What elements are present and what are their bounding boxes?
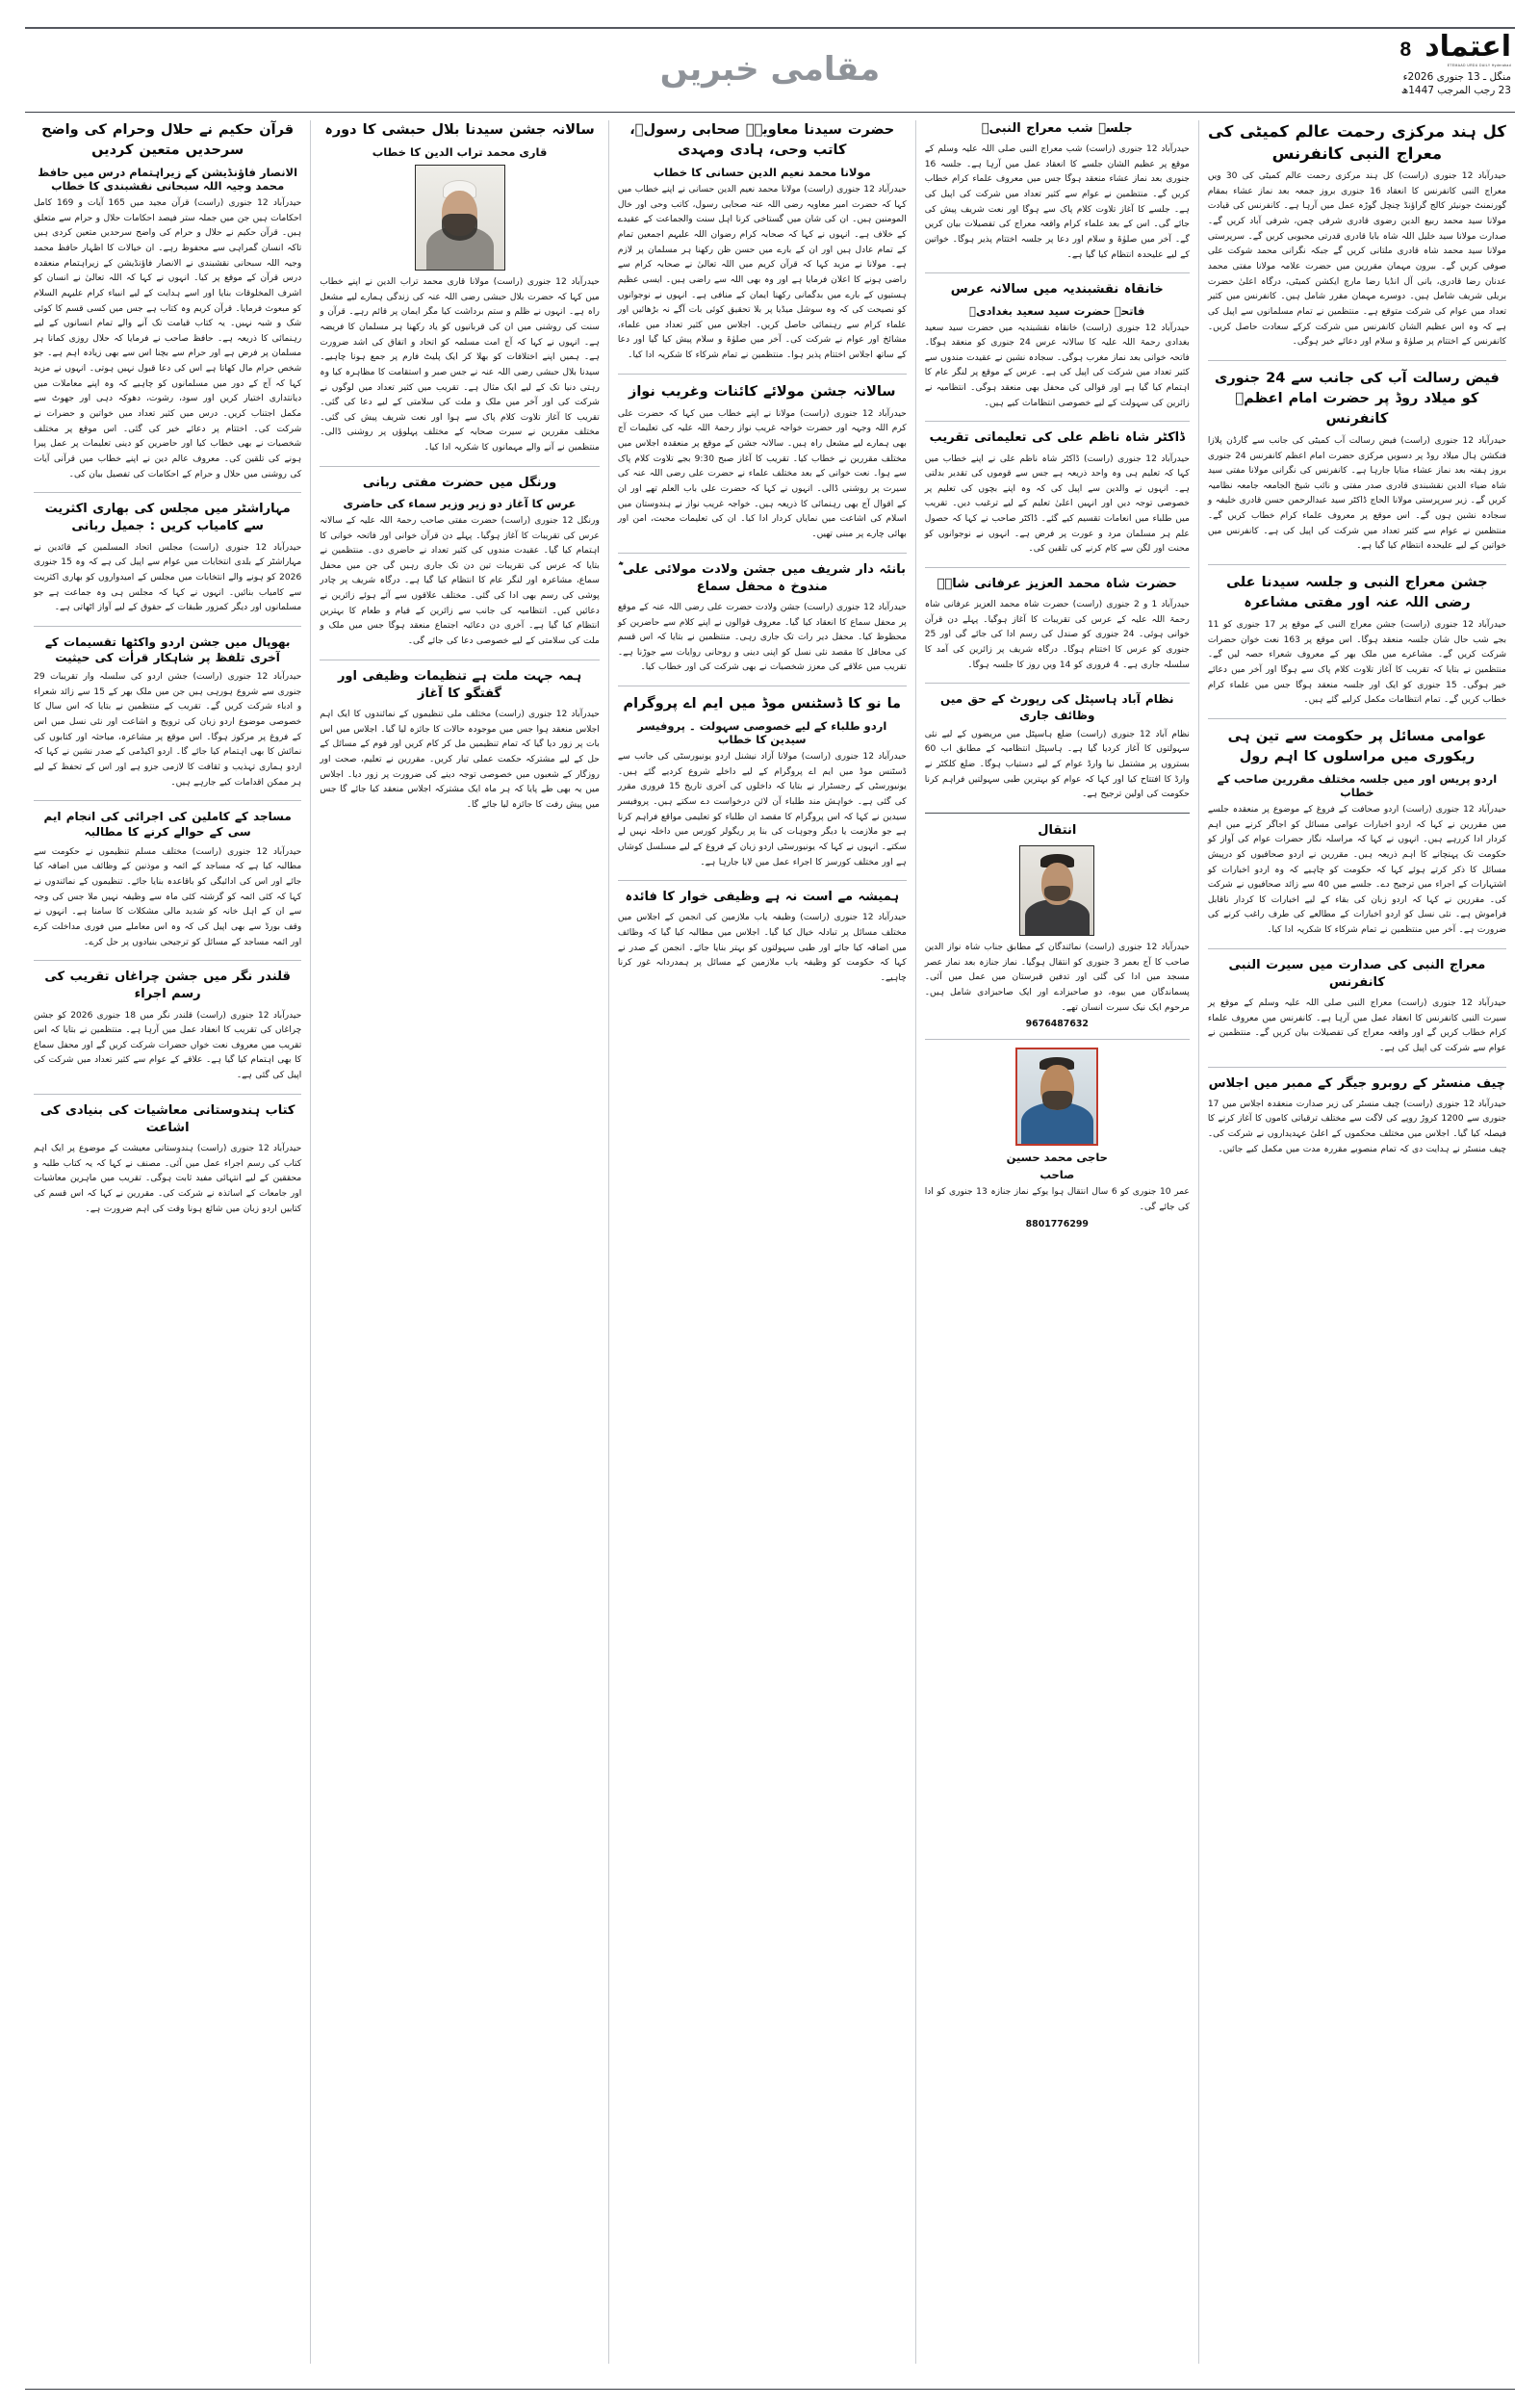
article-body: حیدرآباد 12 جنوری (راست) معراج النبی صلی اللہ علیہ وسلم کے موقع پر سیرت النبی کانفرنس کا انعقاد عمل میں آرہا ہے۔ کانفرنس میں معروف علماء کرام خطاب کریں گے اور واقعہ معراج کی تفصیلات بیان کریں گے۔ منتظمین نے عوام سے شرکت کی اپیل کی ہے۔ — [1207, 998, 1506, 1054]
article-c4-2 — [925, 281, 1190, 411]
headline: چیف منسٹر کے روبرو جیگر کے ممبر میں اجلاس — [1208, 1075, 1506, 1091]
article-c1-5 — [34, 969, 301, 1084]
subheadline: قاری محمد تراب الدین کا خطاب — [372, 145, 548, 160]
headline: کتاب ہندوستانی معاشیات کی بنیادی کی اشاعت — [39, 1102, 295, 1135]
article-body: حیدرآباد 12 جنوری (راست) ہندوستانی معیشت کے موضوع پر ایک اہم کتاب کی رسم اجراء عمل میں آئی۔ مصنف نے کہا کہ یہ کتاب طلبہ و محققین کے لیے انتہائی مفید ثابت ہوگی۔ تقریب میں ماہرین معاشیات اور جامعات کے اساتذہ نے شرکت کی۔ مقررین نے کہا کہ اس قسم کی کتابیں اردو زبان میں شائع ہونا وقت کی اہم ضرورت ہے۔ — [34, 1144, 302, 1214]
headline: نظام آباد ہاسپٹل کی رپورٹ کے حق میں وظائف جاری — [940, 692, 1174, 722]
divider — [618, 553, 907, 554]
article-c5-6 — [1208, 1075, 1506, 1158]
brand-row — [1399, 30, 1511, 64]
article-c1-3 — [34, 634, 301, 791]
date-gregorian: منگل ـ 13 جنوری 2026ء — [1402, 71, 1511, 83]
divider — [34, 800, 301, 801]
subheadline: مولانا محمد نعیم الدین حسانی کا خطاب — [653, 166, 871, 180]
headline: انتقال — [1038, 822, 1077, 838]
article-body: حیدرآباد 12 جنوری (راست) مجلس اتحاد المسلمین کے قائدین نے مہاراشٹر کے بلدی انتخابات میں عوام سے اپیل کی ہے کہ وہ 15 جنوری 2026 کو ہونے والے انتخابات میں مجلس کے امیدواروں کو بھاری اکثریت سے کامیاب بنائیں۔ انہوں نے کہا کہ مجلس ہی وہ جماعت ہے جو مسلمانوں اور دیگر کمزور طبقات کے حقوق کے لیے آواز اٹھاتی ہے۔ — [34, 542, 302, 613]
article-c1-2 — [34, 501, 301, 616]
article-c1-6 — [34, 1102, 301, 1218]
article-c3-4 — [618, 694, 907, 870]
article-c5-4 — [1208, 727, 1506, 939]
article-c4-3 — [925, 429, 1190, 557]
headline: ما نو کا ڈسٹنس موڈ میں ایم اے پروگرام — [623, 696, 902, 712]
headline: جشن معراج النبی و جلسہ سیدنا علی رضی اللہ عنہ اور مفتی مشاعرہ — [1226, 575, 1488, 611]
headline: سالانہ جشن مولائے کائنات وغریب نواز — [628, 383, 896, 400]
article-c5-2 — [1208, 369, 1506, 555]
article-body: حیدرآباد 12 جنوری (راست) مولانا نے اپنے خطاب میں کہا کہ حضرت علی کرم اللہ وجہہ اور حضرت خواجہ غریب نواز رحمۃ اللہ علیہ کی تعلیمات آج بھی ہمارے لیے مشعل راہ ہیں۔ سالانہ جشن کے موقع پر منعقدہ اجلاس میں مختلف مقررین نے خطاب کیا۔ تقریب کا آغاز صبح 9:30 بجے تلاوت کلام پاک سے ہوا۔ نعت خوانی کے بعد مختلف علماء نے حضرت علی رضی اللہ عنہ کی سیرت پر روشنی ڈالی۔ انہوں نے کہا کہ حضرت علی باب العلم تھے اور ان کے اقوال آج بھی رہنمائی کا ذریعہ ہیں۔ خواجہ غریب نواز نے ہندوستان میں اسلام کی اشاعت میں نمایاں کردار ادا کیا۔ ان کی تعلیمات محبت، امن اور بھائی چارے پر مبنی تھیں۔ — [617, 408, 907, 539]
page-bottom-rule — [25, 2389, 1515, 2390]
masthead-identity — [1399, 30, 1515, 96]
divider — [34, 1094, 301, 1095]
article-body: حیدرآباد 1 و 2 جنوری (راست) حضرت شاہ محمد العزیز عرفانی شاہ رحمۃ اللہ علیہ کے عرس کی تقریبات کا آغاز ہوگیا۔ پہلے دن قرآن خوانی ہوئی۔ 24 جنوری کو صندل کی رسم ادا کی جائے گی اور 25 جنوری کو عرس کا اختتام ہوگا۔ درگاہ شریف پر زائرین کی آمد کا سلسلہ جاری ہے۔ 4 فروری کو 14 ویں روز کا جلسہ ہوگا۔ — [924, 600, 1190, 670]
article-body: حیدرآباد 12 جنوری (راست) چیف منسٹر کی زیر صدارت منعقدہ اجلاس میں 17 جنوری سے 1200 کروڑ روپے کی لاگت سے مختلف ترقیاتی کاموں کا آغاز کرنے کا فیصلہ کیا گیا۔ اجلاس میں مختلف محکموں کے اعلیٰ عہدیداروں نے شرکت کی۔ چیف منسٹر نے ہدایت دی کہ تمام منصوبے مقررہ مدت میں مکمل کیے جائیں۔ — [1207, 1099, 1506, 1154]
headline: خانقاہ نقشبندیہ میں سالانہ عرس — [950, 282, 1164, 298]
headline: عوامی مسائل پر حکومت سے تین ہی ریکوری میں مراسلوں کا اہم رول — [1227, 728, 1487, 764]
column-1 — [25, 120, 311, 2364]
page-number: 8 — [1399, 39, 1412, 61]
divider — [925, 813, 1190, 814]
masthead-rule — [25, 112, 1515, 113]
section-title: مقامی خبریں — [659, 50, 881, 89]
headline: ورنگل میں حضرت مفتی ربانی — [362, 475, 557, 490]
column-3 — [609, 120, 916, 2364]
photo-torso — [1025, 899, 1090, 935]
divider — [925, 567, 1190, 568]
photo-beard — [1042, 1091, 1072, 1110]
subheadline: اردو طلباء کے لیے خصوصی سہولت ۔ پروفیسر سیدین کا خطاب — [637, 719, 887, 747]
column-5 — [1199, 120, 1515, 2364]
divider — [34, 492, 301, 493]
headline: مہاراشٹر میں مجلس کی بھاری اکثریت سے کامیاب کریں : جمیل ربانی — [44, 502, 291, 534]
headline: جلسہ شب معراج النبیؐ — [981, 121, 1133, 136]
article-body: حیدرآباد 12 جنوری (راست) مختلف ملی تنظیموں کے نمائندوں کا ایک اہم اجلاس منعقد ہوا جس میں موجودہ حالات کا جائزہ لیا گیا۔ اجلاس میں اس بات پر زور دیا گیا کہ تمام تنظیمیں مل کر کام کریں اور قوم کے مسائل کے حل کے لیے مشترکہ حکمت عملی تیار کریں۔ مقررین نے تعلیم، صحت اور روزگار کے شعبوں میں خصوصی توجہ دینے کی ضرورت پر زور دیا۔ اجلاس میں یہ بھی طے پایا کہ ہر ماہ ایک مشترکہ اجلاس منعقد کیا جائے گا جس میں پیش رفت کا جائزہ لیا جائے گا۔ — [320, 710, 600, 810]
article-body: ورنگل 12 جنوری (راست) حضرت مفتی صاحب رحمۃ اللہ علیہ کے سالانہ عرس کی تقریبات کا آغاز ہوگیا۔ پہلے دن قرآن خوانی اور فاتحہ خوانی کا اہتمام کیا گیا۔ عقیدت مندوں کی کثیر تعداد نے حاضری دی۔ منتظمین نے بتایا کہ عرس کی تقریبات تین دن تک جاری رہیں گی جن میں محفل سماع، مشاعرہ اور لنگر عام کا انتظام کیا گیا ہے۔ درگاہ شریف پر چادر پوشی کی رسم بھی ادا کی گئی۔ مختلف علاقوں سے آئے ہوئے زائرین نے دعائیں کیں۔ انتظامیہ کی جانب سے زائرین کے قیام و طعام کا بہترین انتظام کیا گیا ہے۔ آخری دن دعائیہ اجتماع منعقد ہوگا جس میں ملک و ملت کی سلامتی کے لیے خصوصی دعا کی جائے گی۔ — [320, 515, 600, 647]
obituary-portrait-photo-2 — [1015, 1048, 1098, 1146]
subheadline: فاتحہ حضرت سید سعید بغدادیؒ — [969, 303, 1145, 318]
article-body: حیدرآباد 12 جنوری (راست) مولانا محمد نعیم الدین حسانی نے اپنے خطاب میں کہا کہ حضرت امیر معاویہ رضی اللہ عنہ صحابی رسول، کاتب وحی اور خال المومنین ہیں۔ ان کی شان میں گستاخی کرنا اہل سنت والجماعت کے عقیدے کے خلاف ہے۔ انہوں نے کہا کہ صحابہ کرام رضوان اللہ علیہم اجمعین تمام کے تمام عادل ہیں اور ان کے بارے میں حسن ظن رکھنا ہر مسلمان پر لازم ہے۔ مولانا نے مزید کہا کہ قرآن کریم میں اللہ تعالیٰ نے صحابہ کرام سے راضی ہونے کا اعلان فرمایا ہے اور وہ بھی اللہ سے راضی ہیں۔ ایسی عظیم ہستیوں کے بارے میں بدگمانی رکھنا ایمان کے منافی ہے۔ انہوں نے نوجوانوں کو نصیحت کی کہ وہ سوشل میڈیا پر بلا تحقیق کوئی بات آگے نہ بڑھائیں اور علماء کرام سے رہنمائی حاصل کریں۔ اجلاس میں کثیر تعداد میں علماء، مشائخ اور عوام نے شرکت کی۔ آخر میں صلوٰۃ و سلام پیش کیا گیا اور دعا کے ساتھ اجلاس اختتام پذیر ہوا۔ منتظمین نے تمام شرکاء کا شکریہ ادا کیا۔ — [617, 185, 907, 361]
brand-subtitle: ETEMAAD URDU DAILY Hyderabad — [1447, 64, 1511, 67]
article-body: حیدرآباد 12 جنوری (راست) جشن معراج النبی کے موقع پر 17 جنوری کو 11 بجے شب حال شان جلسہ منعقد ہوگا۔ اس موقع پر 163 نعت خوان حضرات شرکت کریں گے۔ مشاعرے میں ملک بھر کے معروف شعراء حصہ لیں گے۔ منتظمین نے بتایا کہ تقریب کا آغاز تلاوت کلام پاک سے ہوگا اور آخر میں دعائے خیر ہوگی۔ 15 جنوری کو ایک اور جلسہ منعقد ہوگا جس میں علماء کرام خطاب کریں گے۔ تمام انتظامات مکمل کرلیے گئے ہیں۔ — [1207, 620, 1506, 706]
article-body: حیدرآباد 12 جنوری (راست) شب معراج النبی صلی اللہ علیہ وسلم کے موقع پر عظیم الشان جلسے کا انعقاد عمل میں آرہا ہے۔ جلسہ 16 جنوری بعد نماز عشاء منعقد ہوگا جس میں معروف علماء کرام خطاب کریں گے۔ منتظمین نے عوام سے کثیر تعداد میں شرکت کی اپیل کی ہے۔ جلسے کا آغاز تلاوت کلام پاک سے ہوگا اور نعت شریف پیش کی جائے گی۔ اس کے بعد علماء کرام واقعہ معراج کی تفصیلات بیان کریں گے۔ آخر میں صلوٰۃ و سلام اور دعا پر جلسہ اختتام پذیر ہوگا۔ خواتین کے لیے علیحدہ انتظام کیا گیا ہے۔ — [924, 144, 1190, 260]
article-c3-3 — [618, 561, 907, 677]
article-c3-5 — [618, 889, 907, 986]
subheadline: عرس کا آغاز دو زیر وزیر سماء کی حاضری — [343, 496, 577, 510]
headline: حضرت سیدنا معاویہؓ صحابی رسولؐ، کاتب وحی، ہادی ومہدی — [629, 122, 895, 159]
article-body: حیدرآباد 12 جنوری (راست) قلندر نگر میں 18 جنوری 2026 کو جشن چراغاں کی تقریب کا انعقاد عمل میں آرہا ہے۔ منتظمین نے بتایا کہ اس تقریب میں معروف نعت خواں حضرات شرکت کریں گے اور محفل سماع کا بھی اہتمام کیا گیا ہے۔ علاقے کے عوام سے کثیر تعداد میں شرکت کی اپیل کی گئی ہے۔ — [34, 1010, 302, 1081]
article-c1-1 — [34, 120, 301, 482]
contact-number: 9676487632 — [1025, 1019, 1089, 1030]
article-body: حیدرآباد 12 جنوری (راست) خانقاہ نقشبندیہ میں حضرت سید سعید بغدادی رحمۃ اللہ علیہ کا سالانہ عرس 24 جنوری کو منعقد ہوگا۔ فاتحہ خوانی بعد نماز مغرب ہوگی۔ سجادہ نشین نے عقیدت مندوں سے کثیر تعداد میں شرکت کی اپیل کی ہے۔ عرس کے موقع پر لنگر عام کا اہتمام کیا گیا ہے اور قوالی کی محفل بھی منعقد ہوگی۔ انتظامیہ نے زائرین کی سہولت کے لیے خصوصی انتظامات کیے ہیں۔ — [924, 323, 1190, 408]
article-body: حیدرآباد 12 جنوری (راست) مولانا قاری محمد تراب الدین نے اپنے خطاب میں کہا کہ حضرت بلال حبشی رضی اللہ عنہ کی زندگی ہمارے لیے مشعل راہ ہے۔ انہوں نے ظلم و ستم برداشت کیا مگر ایمان پر قائم رہے۔ قرآن و سنت کی روشنی میں ان کی قربانیوں کو یاد رکھنا ہر مسلمان کا فریضہ ہے۔ انہوں نے کہا کہ آج امت مسلمہ کو اتحاد و اتفاق کی اشد ضرورت ہے۔ ہمیں اپنے اختلافات کو بھلا کر ایک پلیٹ فارم پر جمع ہونا چاہیے۔ سیدنا بلال حبشی رضی اللہ عنہ نے جس صبر و استقامت کا مظاہرہ کیا وہ رہتی دنیا تک کے لیے ایک مثال ہے۔ تقریب میں کثیر تعداد میں لوگوں نے شرکت کی اور آخر میں ملک و ملت کی سلامتی کے لیے دعا کی گئی۔ تقریب کا آغاز تلاوت کلام پاک سے ہوا اور نعت شریف پیش کی گئی۔ مختلف مقررین نے سیرت صحابہ کے مختلف پہلوؤں پر روشنی ڈالی۔ منتظمین نے آنے والے مہمانوں کا شکریہ ادا کیا۔ — [320, 277, 600, 453]
article-c4-5 — [925, 691, 1190, 803]
contact-number: 8801776299 — [1025, 1218, 1089, 1229]
article-c5-5 — [1208, 957, 1506, 1057]
headline: قلندر نگر میں جشن چراغاں تقریب کی رسم اجراء — [44, 970, 291, 1002]
divider — [1208, 718, 1506, 719]
obituary-name-line-2: صاحب — [1040, 1168, 1075, 1182]
divider — [34, 626, 301, 627]
divider — [618, 880, 907, 881]
divider — [1208, 360, 1506, 361]
headline: ڈاکٹر شاہ ناظم علی کی تعلیماتی تقریب — [929, 430, 1185, 446]
column-2 — [311, 120, 609, 2364]
article-body: حیدرآباد 12 جنوری (راست) وظیفہ یاب ملازمین کی انجمن کے اجلاس میں مختلف مسائل پر تبادلہ خیال کیا گیا۔ اجلاس میں مطالبہ کیا گیا کہ وظائف میں اضافہ کیا جائے اور طبی سہولتوں کو بہتر بنایا جائے۔ انجمن کے صدر نے کہا کہ حکومت کو وظیفہ یاب ملازمین کے مسائل پر ہمدردانہ غور کرنا چاہیے۔ — [617, 913, 907, 983]
column-4 — [916, 120, 1199, 2364]
divider — [925, 272, 1190, 273]
article-body: نظام آباد 12 جنوری (راست) ضلع ہاسپٹل میں مریضوں کے لیے نئی سہولتوں کا آغاز کردیا گیا ہے۔ ہاسپٹل انتظامیہ کے مطابق اب 60 بستروں پر مشتمل نیا وارڈ عوام کے لیے دستیاب ہوگا۔ ضلع کلکٹر نے وارڈ کا افتتاح کیا اور کہا کہ عوام کو بہترین طبی سہولتیں فراہم کرنا حکومت کی اولین ترجیح ہے۔ — [924, 729, 1190, 800]
article-c2-3 — [320, 668, 600, 814]
headline: ہمیشہ مے است نہ ہے وظیفی خوار کا فائدہ — [625, 890, 900, 905]
article-body: حیدرآباد 12 جنوری (راست) فیض رسالت آب کمیٹی کی جانب سے گارڈن پلازا فنکشن ہال میلاد روڈ پر دسویں مرکزی حضرت امام اعظم کانفرنس 24 جنوری بروز ہفتہ بعد نماز عشاء منایا جارہا ہے۔ کانفرنس کی نگرانی مولانا مفتی سید شاہ ضیاء الدین نقشبندی قادری صدر مفتی و نائب شیخ الجامعہ جامعہ نظامیہ کریں گے۔ زیر سرپرستی مولانا الحاج ڈاکٹر سید عبدالرحمن حسن قادری خلیفہ و سجادہ نشین ہوں گے۔ اس موقع پر معروف علماء کرام خطاب کریں گے۔ منتظمین نے عوام سے کثیر تعداد میں شرکت کی اپیل کی ہے۔ کانفرنس میں خواتین کے لیے علیحدہ انتظام کیا گیا ہے۔ — [1207, 435, 1506, 552]
newspaper-logo: اعتماد — [1424, 30, 1511, 64]
subheadline: الانصار فاؤنڈیشن کے زیراہتمام درس میں حافظ محمد وجیہ اللہ سبحانی نقشبندی کا خطاب — [38, 166, 298, 194]
article-body: حیدرآباد 12 جنوری (راست) قرآن مجید میں 165 آیات و 169 کامل احکامات ہیں جن میں جملہ ستر فیصد احکامات حلال و حرام سے متعلق ہیں۔ قرآن حکیم نے حلال و حرام کی واضح سرحدیں متعین کردی ہیں تاکہ انسان گمراہی سے محفوظ رہے۔ ان خیالات کا اظہار حافظ محمد وجیہ اللہ سبحانی نقشبندی نے الانصار فاؤنڈیشن کے زیراہتمام منعقدہ درس قرآن کے موقع پر کیا۔ انہوں نے کہا کہ اللہ تعالیٰ نے انسان کو اشرف المخلوقات بنایا اور اسے ہدایت کے لیے انبیاء کرام علیہم السلام کو مبعوث فرمایا۔ قرآن کریم وہ کتاب ہے جس میں کسی قسم کا کوئی شک و شبہ نہیں۔ یہ کتاب قیامت تک آنے والے تمام انسانوں کے لیے رہنمائی کا ذریعہ ہے۔ حافظ صاحب نے فرمایا کہ حلال روزی کمانا ہر مسلمان پر فرض ہے اور حرام سے بچنا اس سے بھی زیادہ اہم ہے۔ جو شخص حرام مال کھاتا ہے اس کی دعا قبول نہیں ہوتی۔ انہوں نے مزید کہا کہ آج کے دور میں مسلمانوں کو چاہیے کہ وہ اپنے معاملات میں دیانتداری اختیار کریں اور سود، رشوت، دھوکہ دہی اور جھوٹ سے مکمل اجتناب کریں۔ درس میں کثیر تعداد میں خواتین و حضرات نے شرکت کی۔ اختتام پر دعائے خیر کی گئی۔ اس موقع پر مختلف شخصیات نے بھی خطاب کیا اور حاضرین کو دینی تعلیمات پر عمل پیرا ہونے کی تلقین کی۔ معروف عالم دین نے اپنے خطاب میں قرآنی آیات کی روشنی میں حلال و حرام کے احکامات کی تفصیل بیان کی۔ — [34, 198, 302, 479]
headline: سالانہ جشن سیدنا بلال حبشی کا دورہ — [324, 122, 595, 138]
headline: کل ہند مرکزی رحمت عالم کمیٹی کی معراج النبی کانفرنس — [1208, 122, 1506, 164]
headline: حضرت شاہ محمد العزیز عرفانی شاہؒ — [937, 577, 1177, 592]
article-c4-1 — [925, 120, 1190, 263]
masthead — [25, 27, 1515, 108]
article-body: حیدرآباد 12 جنوری (راست) جشن اردو کی سلسلہ وار تقریبات 29 جنوری سے شروع ہورہی ہیں جن میں ملک بھر کے 15 سے زائد شعراء و ادباء شرکت کریں گے۔ تقریب کے منتظمین نے بتایا کہ اس سال کا خصوصی موضوع اردو زبان کی ترویج و اشاعت اور نئی نسل میں اس کے فروغ پر مرکوز ہوگا۔ اس موقع پر مشاعرہ، مباحثہ اور کتابوں کی نمائش کا بھی اہتمام کیا جائے گا۔ اردو اکیڈمی کے صدر نشین نے کہا کہ اردو ہماری تہذیب و ثقافت کا لازمی جزو ہے اور اس کے تحفظ کے لیے ہر ممکن اقدامات کیے جارہے ہیں۔ — [34, 672, 302, 788]
article-c2-1 — [320, 120, 600, 456]
speaker-portrait-photo — [415, 165, 505, 271]
divider — [925, 421, 1190, 422]
photo-beard — [442, 214, 477, 241]
obituary-portrait-photo — [1019, 845, 1094, 936]
subheadline: اردو پریس اور میں جلسہ مختلف مقررین صاحب کے خطاب — [1217, 771, 1498, 799]
article-body: حیدرآباد 12 جنوری (راست) نمائندگان کے مطابق جناب شاہ نواز الدین صاحب کا آج بعمر 3 جنوری کو انتقال ہوگیا۔ نماز جنازہ بعد نماز عصر مسجد میں ادا کی گئی اور تدفین قبرستان میں عمل میں آئی۔ پسماندگان میں بیوہ، دو صاحبزادے اور ایک صاحبزادی شامل ہیں۔ مرحوم ایک نیک سیرت انسان تھے۔ — [924, 943, 1190, 1013]
divider — [618, 374, 907, 375]
article-c3-1 — [618, 120, 907, 364]
headline: مساجد کے کاملین کی اجرائی کی انجام ایم سی کے حوالے کرنے کا مطالبہ — [43, 810, 292, 840]
divider — [34, 960, 301, 961]
divider — [320, 466, 600, 467]
divider — [1208, 948, 1506, 949]
article-body: عمر 10 جنوری کو 6 سال انتقال ہوا یوکے نماز جنازہ 13 جنوری کو ادا کی جائے گی۔ — [924, 1187, 1190, 1213]
article-body: حیدرآباد 12 جنوری (راست) اردو صحافت کے فروغ کے موضوع پر منعقدہ جلسے میں مقررین نے کہا کہ اردو اخبارات عوامی مسائل کو اجاگر کرنے میں اہم کردار ادا کررہے ہیں۔ انہوں نے کہا کہ مراسلہ نگار حضرات عوام کی آواز کو حکومت تک پہنچانے کا اہم ذریعہ ہیں۔ مقررین نے اردو صحافیوں کو درپیش مسائل کا ذکر کرتے ہوئے کہا کہ حکومت کو چاہیے کہ وہ اردو اخبارات کو اشتہارات کے اجراء میں ترجیح دے۔ جلسے میں 40 سے زائد صحافیوں نے شرکت کی۔ مقررین نے کہا کہ اردو زبان کی بقاء کے لیے اخبارات کا کردار ناقابل فراموش ہے۔ نئی نسل کو اردو اخبارات کے مطالعے کی طرف راغب کرنے کی ضرورت ہے۔ آخر میں منتظمین نے تمام شرکاء کا شکریہ ادا کیا۔ — [1207, 804, 1506, 936]
article-body: حیدرآباد 12 جنوری (راست) مختلف مسلم تنظیموں نے حکومت سے مطالبہ کیا ہے کہ مساجد کے ائمہ و موذنین کے وظائف میں اضافہ کیا جائے اور اس کی ادائیگی کو باقاعدہ بنایا جائے۔ تنظیموں کے نمائندوں نے کہا کہ کئی ائمہ کو گزشتہ کئی ماہ سے وظیفہ نہیں ملا جس کی وجہ سے ان کے اہل خانہ کو شدید مالی مشکلات کا سامنا ہے۔ انہوں نے وقف بورڈ سے بھی اپیل کی کہ وہ اس معاملے میں فوری مداخلت کرے اور ائمہ مساجد کے مسائل کو ترجیحی بنیادوں پر حل کرے۔ — [34, 846, 302, 947]
divider — [1208, 564, 1506, 565]
headline: ہمہ جہت ملت ہے تنظیمات وظیفی اور گفتگو کا آغاز — [337, 668, 582, 701]
article-c3-2 — [618, 382, 907, 543]
divider — [925, 683, 1190, 684]
obituary-name-line-1: حاجی محمد حسین — [1006, 1151, 1108, 1165]
headline: بانئہ دار شریف میں جشن ولادت مولائی علی ؓ مندوخ ہ محفل سماع — [618, 561, 906, 594]
article-c2-2 — [320, 475, 600, 650]
column-grid — [25, 120, 1515, 2364]
article-body: حیدرآباد 12 جنوری (راست) ڈاکٹر شاہ ناظم علی نے اپنے خطاب میں کہا کہ تعلیم ہی وہ واحد ذریعہ ہے جس سے قوموں کی تقدیر بدلتی ہے۔ انہوں نے والدین سے اپیل کی کہ وہ اپنے بچوں کی تعلیم پر خصوصی توجہ دیں اور انہیں اعلیٰ تعلیم کے لیے ترغیب دیں۔ تقریب میں طلباء میں انعامات تقسیم کیے گئے۔ ڈاکٹر صاحب نے کہا کہ حصول علم ہر مسلمان مرد و عورت پر فرض ہے۔ انہوں نے نوجوانوں کو محنت اور لگن سے کام کرنے کی تلقین کی۔ — [924, 453, 1190, 555]
date-hijri: 23 رجب المرجب 1447ھ — [1400, 85, 1511, 96]
photo-beard — [1044, 886, 1070, 902]
article-body: حیدرآباد 12 جنوری (راست) مولانا آزاد نیشنل اردو یونیورسٹی کی جانب سے ڈسٹنس موڈ میں ایم اے پروگرام کے لیے داخلے شروع کردیے گئے ہیں۔ یونیورسٹی کے رجسٹرار نے بتایا کہ داخلوں کی آخری تاریخ 15 فروری مقرر کی گئی ہے۔ خواہش مند طلباء آن لائن درخواست دے سکتے ہیں۔ پروفیسر سیدین نے کہا کہ اس پروگرام کا مقصد ان طلباء کو تعلیمی مواقع فراہم کرنا ہے جو ملازمت یا دیگر وجوہات کی بنا پر ریگولر کورس میں داخلہ نہیں لے سکتے۔ انہوں نے کہا کہ یونیورسٹی اردو زبان کے فروغ کے لیے مسلسل کوشاں ہے اور مختلف کورسز کا اجراء عمل میں لایا جارہا ہے۔ — [617, 752, 907, 867]
headline: بھوپال میں جشن اردو واکٹھا تقسیمات کے آخری تلفظ پر شاہکار قرأت کی حیثیت — [44, 634, 291, 664]
article-c4-4 — [925, 576, 1190, 673]
article-c4-6-obituary — [925, 822, 1190, 1029]
divider — [1208, 1067, 1506, 1068]
article-c5-3 — [1208, 573, 1506, 709]
headline: معراج النبی کی صدارت میں سیرت النبی کانفرنس — [1228, 957, 1486, 990]
article-c5-1 — [1208, 120, 1506, 350]
article-c1-4 — [34, 809, 301, 950]
article-body: حیدرآباد 12 جنوری (راست) کل ہند مرکزی رحمت عالم کمیٹی کی 30 ویں معراج النبی کانفرنس کا انعقاد 16 جنوری بروز جمعہ بعد نماز عشاء بمقام گورنمنٹ جونیئر کالج گراؤنڈ چنچل گوڑہ عمل میں آرہا ہے۔ کانفرنس کی قیادت مولانا سید محمد ربیع الدین رضوی قادری شرفی چمن، شرفی آباد کریں گے۔ صدارت مولانا سید خلیل اللہ شاہ بابا قادری قدرتی محبوبی کریں گے۔ سرپرستی مولانا سید محمد شاہ قادری ملتانی کریں گے جبکہ نگرانی محمد شوکت علی صوفی کریں گے۔ بیرون مہمان مقررین میں حضرت علامہ مولانا مفتی محمد عدنان رضا قادری، بانی آل انڈیا رضا مارچ ایکشن کمیٹی، درگاہ اعلیٰ حضرت بریلی شریف شامل ہیں۔ دوسرے مہمان مقرر شامل ہیں۔ کانفرنس میں کثیر تعداد میں عوام کی شرکت متوقع ہے۔ منتظمین نے تمام مسلمانوں سے اپیل کی ہے کہ وہ اس عظیم الشان کانفرنس میں شرکت کرکے سعادت حاصل کریں۔ کانفرنس کے اختتام پر صلوٰۃ و سلام اور دعائے خیر ہوگی۔ — [1207, 171, 1506, 348]
article-body: حیدرآباد 12 جنوری (راست) جشن ولادت حضرت علی رضی اللہ عنہ کے موقع پر محفل سماع کا انعقاد کیا گیا۔ معروف قوالوں نے اپنے کلام سے حاضرین کو محظوظ کیا۔ محفل دیر رات تک جاری رہی۔ منتظمین نے بتایا کہ اس قسم کی محافل کا مقصد نئی نسل کو اپنی دینی و روحانی روایات سے جوڑنا ہے۔ تقریب میں علاقے کی معزز شخصیات نے بھی شرکت کی اور خطاب کیا۔ — [617, 602, 907, 673]
article-c4-7-obituary — [925, 1048, 1190, 1229]
divider — [925, 1039, 1190, 1040]
headline: قرآن حکیم نے حلال وحرام کی واضح سرحدیں متعین کردیں — [41, 122, 295, 159]
headline: فیض رسالت آب کی جانب سے 24 جنوری کو میلاد روڈ پر حضرت امام اعظمؒ کانفرنس — [1215, 370, 1500, 427]
